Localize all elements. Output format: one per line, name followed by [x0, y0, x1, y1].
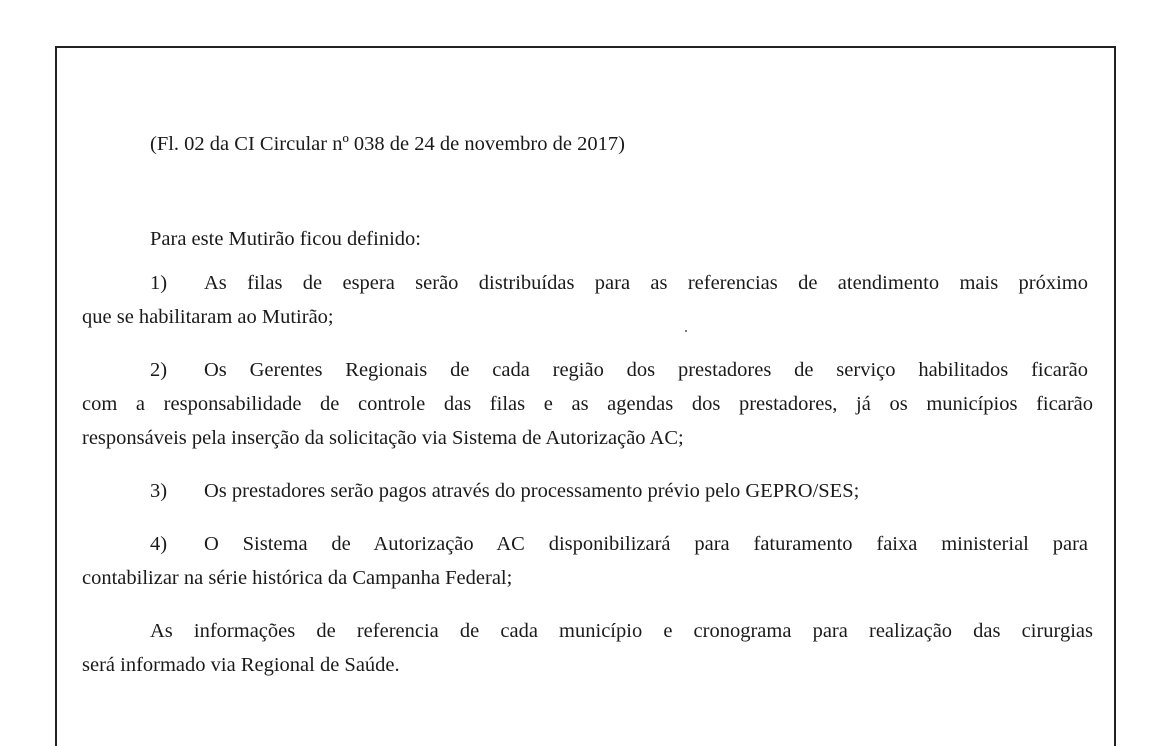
- closing-paragraph: As informações de referencia de cada município e cronograma para realização das cirurgias: [150, 620, 1093, 642]
- list-item-3: [150, 474, 859, 508]
- closing-paragraph-continuation: será informado via Regional de Saúde.: [82, 654, 400, 676]
- document-reference: (Fl. 02 da CI Circular nº 038 de 24 de novembro de 2017): [150, 133, 625, 155]
- scan-speck: [685, 330, 687, 332]
- page-border-right: [1114, 46, 1116, 746]
- list-item-text: Os prestadores serão pagos através do processamento prévio pelo GEPRO/SES;: [204, 480, 860, 502]
- list-item-text: Os Gerentes Regionais de cada região dos prestadores de serviço habilitados ficarão: [204, 359, 1088, 381]
- intro-paragraph: Para este Mutirão ficou definido:: [150, 228, 421, 250]
- list-item-number: 4): [150, 533, 168, 555]
- list-item-2: [150, 353, 1093, 387]
- list-item-number: 3): [150, 480, 168, 502]
- page-border-left: [55, 46, 57, 746]
- list-item-1-continuation: que se habilitaram ao Mutirão;: [82, 306, 334, 328]
- list-item-number: 2): [150, 359, 168, 381]
- list-item-4: [150, 527, 1093, 561]
- list-item-1: [150, 266, 1093, 300]
- list-item-text: O Sistema de Autorização AC disponibilizará para faturamento faixa ministerial para: [204, 533, 1088, 555]
- list-item-text: As filas de espera serão distribuídas para as referencias de atendimento mais próximo: [204, 272, 1088, 294]
- list-item-number: 1): [150, 272, 168, 294]
- list-item-2-continuation: com a responsabilidade de controle das filas e as agendas dos prestadores, já os municípios ficarão: [82, 393, 1093, 415]
- page-border-top: [55, 46, 1116, 48]
- list-item-4-continuation: contabilizar na série histórica da Campanha Federal;: [82, 567, 513, 589]
- list-item-2-continuation: responsáveis pela inserção da solicitação via Sistema de Autorização AC;: [82, 427, 684, 449]
